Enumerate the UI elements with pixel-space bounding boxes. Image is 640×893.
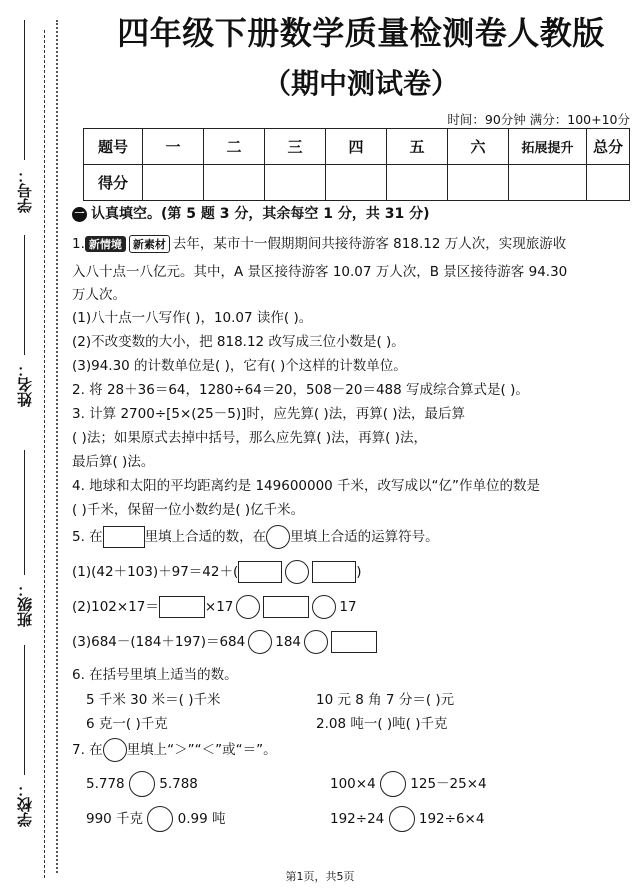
compare-circle[interactable] bbox=[129, 771, 155, 797]
score-cell[interactable] bbox=[326, 165, 387, 201]
q1-sub-2: (2)不改变数的大小，把 818.12 改写成三位小数是( )。 bbox=[72, 334, 405, 350]
q5-sub-3 bbox=[72, 630, 377, 654]
q7-left: 100×4 bbox=[330, 776, 376, 792]
compare-circle[interactable] bbox=[389, 806, 415, 832]
operator-circle[interactable] bbox=[304, 630, 328, 654]
score-header-cell: 题号 bbox=[84, 129, 143, 165]
section-title: 认真填空。(第 5 题 3 分，其余每空 1 分，共 31 分) bbox=[91, 206, 430, 222]
answer-box[interactable] bbox=[312, 561, 356, 583]
q5-sub2-text: (2)102×17＝ bbox=[72, 599, 159, 615]
student-id-line bbox=[24, 20, 25, 160]
q5-sub-1 bbox=[72, 560, 362, 584]
q1-sub-1: (1)八十点一八写作( )，10.07 读作( )。 bbox=[72, 310, 313, 326]
section-number-badge: 一 bbox=[72, 207, 87, 222]
score-header-cell: 拓展提升 bbox=[509, 129, 587, 165]
q3-line-1: 3. 计算 2700÷[5×(25－5)]时，应先算( )法，再算( )法，最后算 bbox=[72, 406, 466, 422]
school-label: 学校： bbox=[16, 782, 34, 827]
exam-subtitle: （期中测试卷） bbox=[262, 67, 459, 100]
score-cell[interactable] bbox=[204, 165, 265, 201]
operator-circle[interactable] bbox=[285, 560, 309, 584]
score-header-cell: 二 bbox=[204, 129, 265, 165]
q7-item-3 bbox=[86, 806, 226, 832]
answer-box[interactable] bbox=[238, 561, 282, 583]
binding-line bbox=[44, 30, 45, 878]
q3-line-2: ( )法；如果原式去掉中括号，那么应先算( )法，再算( )法， bbox=[72, 430, 427, 446]
q7-item-2 bbox=[330, 771, 487, 797]
q7-right: 125－25×4 bbox=[410, 776, 487, 792]
q7-right: 0.99 吨 bbox=[177, 811, 226, 827]
q5-sub3-mid: 184 bbox=[275, 634, 302, 650]
q5-sub-2 bbox=[72, 595, 357, 619]
q7-left: 192÷24 bbox=[330, 811, 385, 827]
score-cell[interactable] bbox=[143, 165, 204, 201]
q1-sub-3: (3)94.30 的计数单位是( )，它有( )个这样的计数单位。 bbox=[72, 358, 407, 374]
operator-circle[interactable] bbox=[236, 595, 260, 619]
q7-item-4 bbox=[330, 806, 484, 832]
q5-text-a: 5. 在 bbox=[72, 529, 103, 545]
q5-sub2-end: 17 bbox=[339, 599, 357, 615]
q5-text-c: 里填上合适的运算符号。 bbox=[290, 529, 439, 545]
score-cell[interactable] bbox=[448, 165, 509, 201]
operator-circle[interactable] bbox=[312, 595, 336, 619]
q6-title: 6. 在括号里填上适当的数。 bbox=[72, 667, 238, 683]
answer-box[interactable] bbox=[331, 631, 377, 653]
student-name-label: 姓名： bbox=[16, 362, 34, 407]
score-header-cell: 一 bbox=[143, 129, 204, 165]
q5-sub3-text: (3)684－(184＋197)＝684 bbox=[72, 634, 246, 650]
q5-sub2-times: ×17 bbox=[204, 599, 234, 615]
score-table bbox=[83, 128, 630, 201]
new-material-badge: 新素材 bbox=[129, 235, 170, 253]
score-cell[interactable] bbox=[265, 165, 326, 201]
answer-box[interactable] bbox=[159, 596, 205, 618]
section-heading bbox=[72, 203, 430, 223]
q7-right: 5.788 bbox=[159, 776, 198, 792]
q6-item-c: 6 克一( )千克 bbox=[86, 716, 168, 732]
page-footer: 第1页，共5页 bbox=[285, 870, 355, 883]
q7-text-a: 7. 在 bbox=[72, 742, 103, 758]
score-header-cell: 三 bbox=[265, 129, 326, 165]
q7-text-b: 里填上“＞”“＜”或“＝”。 bbox=[126, 742, 277, 758]
q1-line1 bbox=[72, 232, 566, 253]
q6-item-a: 5 千米 30 米＝( )千米 bbox=[86, 692, 221, 708]
q7-right: 192÷6×4 bbox=[418, 811, 485, 827]
class-label: 班级： bbox=[16, 582, 34, 627]
q5-sub1-close: ) bbox=[356, 564, 362, 580]
q4-line-1: 4. 地球和太阳的平均距离约是 149600000 千米，改写成以“亿”作单位的数是 bbox=[72, 478, 541, 494]
class-line bbox=[24, 450, 25, 575]
score-cell[interactable] bbox=[387, 165, 448, 201]
q1-text-2: 入八十点一八亿元。其中，A 景区接待游客 10.07 万人次，B 景区接待游客 94.30 bbox=[72, 264, 568, 280]
score-cell[interactable] bbox=[509, 165, 587, 201]
score-header-cell: 四 bbox=[326, 129, 387, 165]
q5-example-box bbox=[103, 526, 145, 548]
q7-left: 990 千克 bbox=[86, 811, 144, 827]
q7-instruction bbox=[72, 738, 277, 762]
exam-title: 四年级下册数学质量检测卷人教版 bbox=[117, 14, 605, 52]
q6-item-b: 10 元 8 角 7 分＝( )元 bbox=[316, 692, 455, 708]
student-id-label: 学号： bbox=[16, 168, 34, 213]
answer-box[interactable] bbox=[263, 596, 309, 618]
compare-circle[interactable] bbox=[380, 771, 406, 797]
q5-text-b: 里填上合适的数，在 bbox=[144, 529, 267, 545]
q1-number: 1. bbox=[72, 236, 85, 252]
q6-item-d: 2.08 吨一( )吨( )千克 bbox=[316, 716, 448, 732]
score-row-label: 得分 bbox=[84, 165, 143, 201]
q2-text: 2. 将 28＋36＝64，1280÷64＝20，508－20＝488 写成综合算式是( )。 bbox=[72, 382, 529, 398]
exam-meta: 时间：90分钟 满分：100+10分 bbox=[447, 112, 630, 127]
q7-example-circle bbox=[103, 738, 127, 762]
q1-text-3: 万人次。 bbox=[72, 287, 126, 303]
new-scenario-badge: 新情境 bbox=[85, 236, 126, 252]
score-header-cell: 总分 bbox=[587, 129, 630, 165]
score-header-cell: 六 bbox=[448, 129, 509, 165]
score-cell[interactable] bbox=[587, 165, 630, 201]
q5-instruction bbox=[72, 525, 439, 549]
q5-sub1-text: (1)(42＋103)＋97＝42＋( bbox=[72, 564, 239, 580]
student-name-line bbox=[24, 235, 25, 355]
binding-dots bbox=[56, 20, 58, 873]
q1-text-1: 去年，某市十一假期期间共接待游客 818.12 万人次，实现旅游收 bbox=[172, 236, 567, 252]
q7-left: 5.778 bbox=[86, 776, 125, 792]
q3-line-3: 最后算( )法。 bbox=[72, 454, 155, 470]
compare-circle[interactable] bbox=[147, 806, 173, 832]
score-table-header-row bbox=[84, 129, 630, 165]
q7-item-1 bbox=[86, 771, 198, 797]
q4-line-2: ( )千米，保留一位小数约是( )亿千米。 bbox=[72, 502, 305, 518]
score-header-cell: 五 bbox=[387, 129, 448, 165]
score-table-score-row bbox=[84, 165, 630, 201]
school-line bbox=[24, 645, 25, 775]
operator-circle[interactable] bbox=[248, 630, 272, 654]
q5-example-circle bbox=[266, 525, 290, 549]
